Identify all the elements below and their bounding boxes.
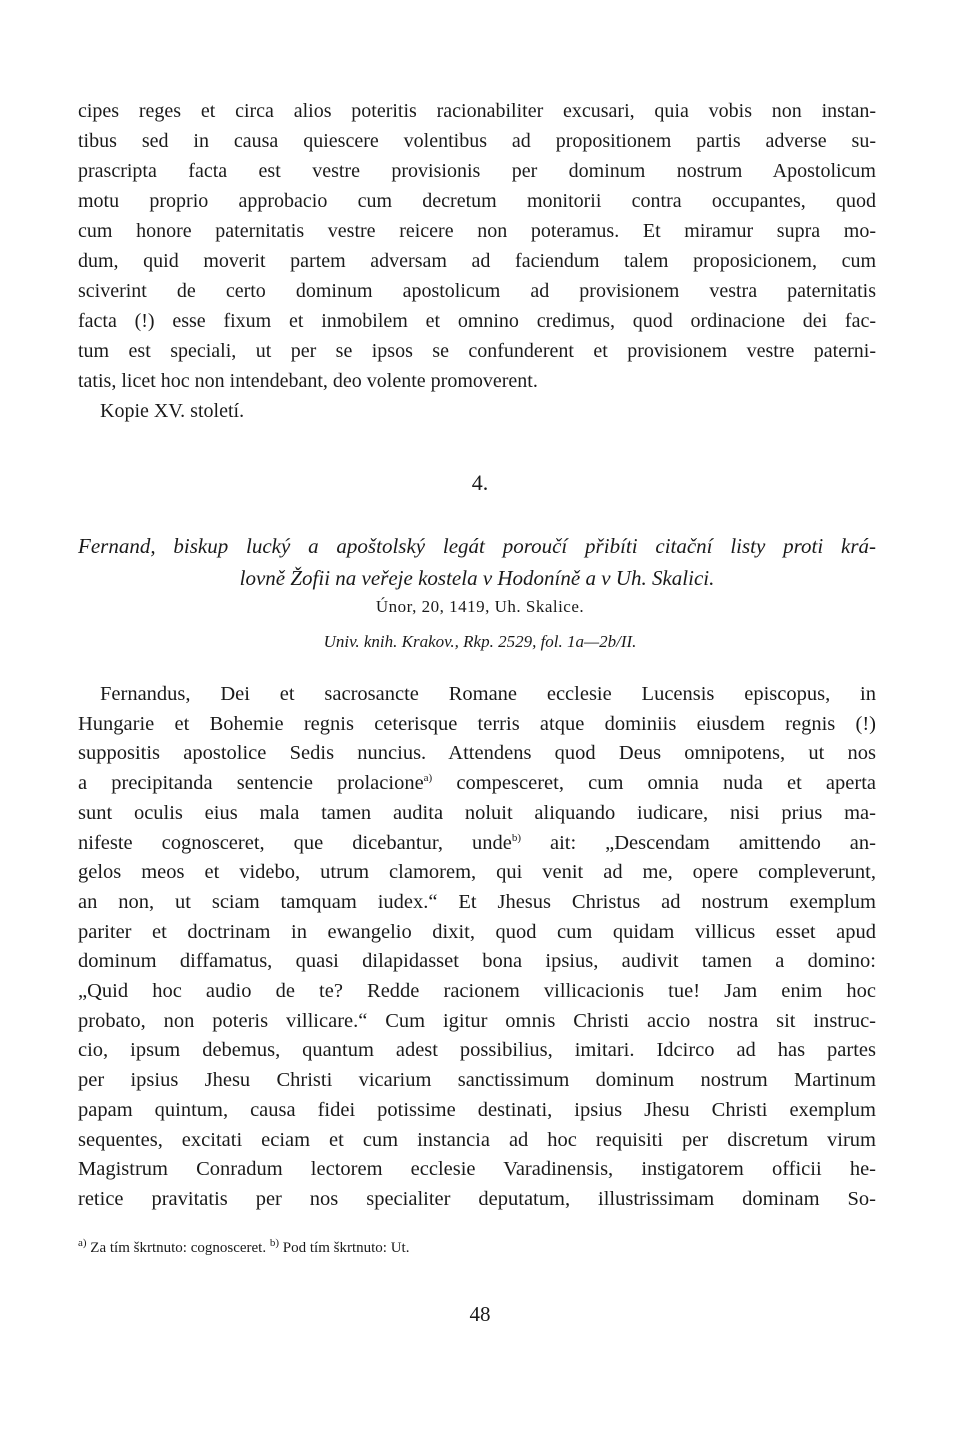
text-line: cio, ipsum debemus, quantum adest possibilius, imitari. Idcirco ad has partes (78, 1039, 876, 1062)
text-line: cipes reges et circa alios poteritis racionabiliter excusari, quia vobis non instan- (78, 100, 876, 122)
heading-line: Fernand, biskup lucký a apoštolský legát poroučí přibíti citační listy proti krá- (78, 534, 876, 558)
text-line: „Quid hoc audio de te? Redde racionem villicacionis tue! Jam enim hoc (78, 980, 876, 1003)
top-text-block (78, 96, 876, 426)
text-line: dominum diffamatus, quasi dilapidasset bona ipsius, audivit tamen a domino: (78, 950, 876, 973)
text-fragment: nifeste cognosceret, que dicebantur, unde (78, 831, 512, 854)
date-place: Únor, 20, 1419, Uh. Skalice. (375, 597, 585, 616)
text-line: gelos meos et videbo, utrum clamorem, qui venit ad me, opere compleverunt, (78, 861, 876, 884)
text-line: pariter et doctrinam in ewangelio dixit, quod cum quidam villicus esset apud (78, 920, 876, 943)
text-line: facta (!) esse fixum et inmobilem et omnino credimus, quod ordinacione dei fac- (78, 310, 876, 332)
section-heading (78, 530, 876, 594)
footnote-marker: b) (269, 1237, 280, 1249)
text-line: retice pravitatis per nos specialiter deputatum, illustrissimam dominam So- (78, 1187, 876, 1210)
text-line: tum est speciali, ut per se ipsos se confunderent et provisionem vestre paterni- (78, 340, 876, 362)
text-line: Fernandus, Dei et sacrosancte Romane ecclesie Lucensis episcopus, in (100, 683, 876, 705)
heading-line: lovně Žofii na veřeje kostela v Hodoníně a v Uh. Skalici. (239, 566, 715, 590)
document-body (78, 680, 876, 1215)
page-number: 48 (469, 1302, 491, 1326)
text-fragment: ait: „Descendam amittendo an- (521, 831, 876, 854)
text-line: motu proprio approbacio cum decretum monitorii contra occupantes, quod (78, 190, 876, 212)
footnote-marker: b) (511, 831, 522, 844)
copy-note: Kopie XV. století. (100, 400, 245, 422)
text-line: probato, non poteris villicare.“ Cum igitur omnis Christi accio nostra sit instruc- (78, 1009, 876, 1032)
text-fragment: compesceret, cum omnia nuda et aperta (432, 772, 876, 795)
footnotes (78, 1237, 876, 1257)
text-line (78, 829, 876, 859)
text-line: an non, ut sciam tamquam iudex.“ Et Jhesus Christus ad nostrum exemplum (78, 890, 876, 913)
text-line: papam quintum, causa fidei potissime destinati, ipsius Jhesu Christi exemplum (78, 1098, 876, 1121)
text-line (78, 769, 876, 799)
text-line: sunt oculis eius mala tamen audita noluit aliquando iudicare, nisi prius ma- (78, 801, 876, 824)
footnote-text: Za tím škrtnuto: cognosceret. (86, 1240, 270, 1256)
text-line: suppositis apostolice Sedis nuncius. Attendens quod Deus omnipotens, ut nos (78, 742, 876, 765)
section-number: 4. (471, 470, 489, 495)
source-reference: Univ. knih. Krakov., Rkp. 2529, fol. 1a—2b/II. (323, 632, 637, 651)
text-line: sequentes, excitati eciam et cum instancia ad hoc requisiti per discretum virum (78, 1128, 876, 1151)
text-line: sciverint de certo dominum apostolicum ad provisionem vestra paternitatis (78, 280, 876, 302)
text-line: per ipsius Jhesu Christi vicarium sanctissimum dominum nostrum Martinum (78, 1069, 876, 1092)
text-line: dum, quid moverit partem adversam ad faciendum talem proposicionem, cum (78, 250, 876, 272)
text-line: Hungarie et Bohemie regnis ceterisque terris atque dominiis eiusdem regnis (!) (78, 712, 876, 735)
text-line: cum honore paternitatis vestre reicere non poteramus. Et miramur supra mo- (78, 220, 876, 242)
footnote-marker: a) (423, 772, 433, 785)
text-line: prascripta facta est vestre provisionis per dominum nostrum Apostolicum (78, 160, 876, 182)
text-fragment: a precipitanda sentencie prolacione (78, 772, 424, 795)
text-line: tibus sed in causa quiescere volentibus ad propositionem partis adverse su- (78, 130, 876, 152)
text-line: tatis, licet hoc non intendebant, deo volente promoverent. (78, 370, 538, 392)
footnote-marker: a) (78, 1237, 87, 1249)
text-line: Magistrum Conradum lectorem ecclesie Varadinensis, instigatorem officii he- (78, 1158, 876, 1181)
footnote-text: Pod tím škrtnuto: Ut. (279, 1240, 410, 1256)
